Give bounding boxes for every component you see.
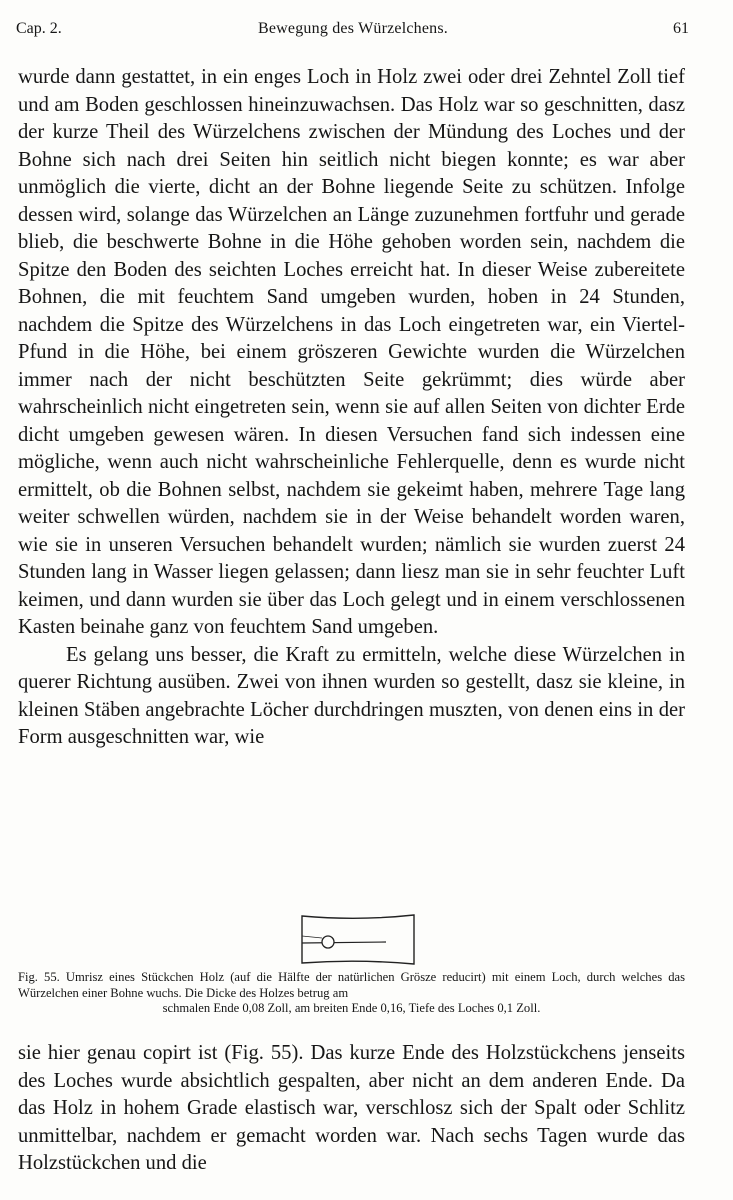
caption-end: schmalen Ende 0,08 Zoll, am breiten Ende 0,16, Tiefe des Loches 0,1 Zoll.: [162, 1001, 541, 1015]
figure-caption: [18, 970, 685, 1017]
wood-piece-figure: [298, 912, 418, 968]
paragraph-force: Es gelang uns besser, die Kraft zu ermitteln, welche diese Würzelchen in querer Richtung ausüben. Zwei von ihnen wurden so gestellt, dasz sie kleine, in kleinen Stäben angebrachte Löcher durchdringen muszten, von denen eins in der Form ausgeschnitten war, wie: [18, 643, 685, 748]
paragraph-after-figure: sie hier genau copirt ist (Fig. 55). Das kurze Ende des Holzstückchens jenseits des Loches wurde absichtlich gespalten, aber nicht an dem anderen Ende. Da das Holz in hohem Grade elastisch war, verschlosz sich der Spalt oder Schlitz unmittelbar, nachdem er gemacht worden war. Nach sechs Tagen wurde das Holzstückchen und die: [18, 1042, 685, 1174]
page-number: 61: [673, 20, 689, 37]
running-header: [16, 20, 689, 42]
caption-main: Fig. 55. Umrisz eines Stückchen Holz (auf die Hälfte der natürlichen Grösze reducirt) mit einem Loch, durch welches das Würzelchen einer Bohne wuchs. Die Dicke des Holzes betrug am: [18, 970, 685, 1000]
main-text-after-figure: [18, 1040, 685, 1178]
paragraph-continued: wurde dann gestattet, in ein enges Loch in Holz zwei oder drei Zehntel Zoll tief und am Boden geschlossen hineinzuwachsen. Das Holz war so geschnitten, dasz der kurze Theil des Würzelchens zwischen der Mündung des Loches und der Bohne sich nach drei Seiten hin seitlich nicht biegen konnte; es war aber unmöglich die vierte, dicht an der Bohne liegende Seite zu schützen. Infolge dessen wird, solange das Würzelchen an Länge zuzunehmen fortfuhr und gerade blieb, die beschwerte Bohne in die Höhe gehoben worden sein, nachdem die Spitze den Boden des seichten Loches erreicht hat. In dieser Weise zubereitete Bohnen, die mit feuchtem Sand umgeben wurden, hoben in 24 Stunden, nachdem die Spitze des Würzelchens in das Loch eingetreten war, ein Viertel-Pfund in die Höhe, bei einem gröszeren Gewichte wurden die Würzelchen immer nach der nicht beschützten Seite gekrümmt; dies würde aber wahrscheinlich nicht eingetreten sein, wenn sie auf allen Seiten von dichter Erde dicht umgeben gewesen wären. In diesen Versuchen fand sich indessen eine mögliche, wenn auch nicht wahrscheinliche Fehlerquelle, denn es wurde nicht ermittelt, ob die Bohnen selbst, nachdem sie gekeimt haben, mehrere Tage lang weiter schwellen würden, nachdem sie in der Weise behandelt worden waren, wie sie in unseren Versuchen behandelt wurden; nämlich sie wurden zuerst 24 Stunden lang in Wasser liegen gelassen; dann liesz man sie in sehr feuchter Luft keimen, und dann wurden sie über das Loch gelegt und in einem verschlossenen Kasten beinahe ganz von feuchtem Sand umgeben.: [18, 66, 685, 638]
chapter-label: Cap. 2.: [16, 20, 62, 37]
running-title: Bewegung des Würzelchens.: [258, 20, 448, 37]
main-text: [18, 64, 685, 752]
